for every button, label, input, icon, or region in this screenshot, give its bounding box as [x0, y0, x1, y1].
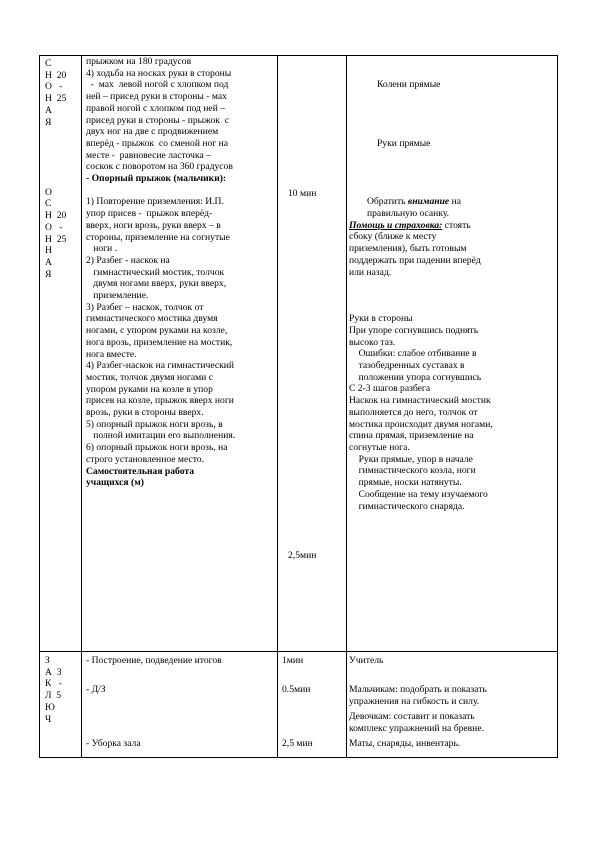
- item-summary: - Построение, подведение итогов: [86, 655, 222, 666]
- note-girls: Девочкам: составит и показать комплекс упражнений на бревне.: [349, 711, 484, 734]
- text-line: ней – присед руки в стороны - мах: [86, 91, 227, 103]
- note-teacher: Учитель: [349, 655, 384, 666]
- text-line: ногами, с упором руками на козле,: [86, 325, 228, 337]
- text-line: выполняется до него, толчок от: [349, 406, 478, 418]
- time-homework: 0.5мин: [282, 684, 311, 695]
- text-line: сбоку (ближе к месту: [349, 231, 437, 243]
- note-attention: Обратить внимание на: [367, 196, 461, 208]
- text-line: Сообщение на тему изучаемого: [349, 488, 488, 500]
- text-line: 2) Разбег - наскок на: [86, 254, 170, 266]
- text-line: Руки прямые, упор в начале: [349, 453, 473, 465]
- text-line: 5) опорный прыжок ноги врозь, в: [86, 418, 223, 430]
- text-line: учащихся (м): [86, 477, 144, 489]
- final-stage-notes-cell: [347, 652, 558, 758]
- time-vault: 10 мин: [288, 188, 317, 199]
- note-knees: Колени прямые: [377, 79, 441, 91]
- text-line: При упоре согнувшись поднять: [349, 324, 479, 336]
- text-line: 6) опорный прыжок ноги врозь, на: [86, 442, 228, 454]
- text-line: стороны, приземление на согнутые: [86, 231, 230, 243]
- final-stage-content-cell: [82, 652, 278, 758]
- text-line: высоко таз.: [349, 336, 396, 348]
- main-stage-row: [40, 56, 558, 652]
- text-line: строго установленное место.: [86, 453, 204, 465]
- main-stage-content-cell: [82, 56, 278, 652]
- text-line: упором руками на козле в упор: [86, 383, 213, 395]
- main-stage-content: [82, 56, 277, 489]
- text-line: или назад.: [349, 266, 392, 278]
- text-line: присев на козле, прыжок вверх ноги: [86, 395, 234, 407]
- main-stage-time-cell: [278, 56, 347, 652]
- text-line: 3) Разбег – наскок, толчок от: [86, 301, 204, 313]
- note-attention-2: правильную осанку.: [367, 207, 450, 219]
- note-arms: Руки прямые: [377, 137, 431, 149]
- text-line: прыжком на 180 градусов: [86, 56, 192, 67]
- text-line: месте - равновесие ласточка –: [86, 149, 211, 161]
- text-line: 1) Повторение приземления: И.П.: [86, 196, 224, 208]
- text-line: С 2-3 шагов разбега: [349, 383, 431, 395]
- text-line: врозь, руки в стороны вверх.: [86, 407, 204, 419]
- text-line: Наскок на гимнастический мостик: [349, 395, 491, 407]
- text-line: согнутые нога.: [349, 442, 410, 453]
- text-line: тазобедренных суставах в: [349, 360, 465, 372]
- text-line: правой ногой с хлопком под ней –: [86, 102, 226, 114]
- text-line: гимнастического козла, ноги: [349, 465, 476, 477]
- item-homework: - Д/З: [86, 684, 106, 695]
- note-boys: Мальчикам: подобрать и показать упражнения на гибкость и силу.: [349, 684, 487, 707]
- text-line: полной имитации его выполнения.: [86, 430, 236, 442]
- main-stage-label-cell: [40, 56, 82, 652]
- note-cleanup: Маты, снаряды, инвентарь.: [349, 738, 461, 749]
- text-line: вперёд - прыжок со сменой ног на: [86, 137, 229, 149]
- text-line: приземление.: [86, 290, 149, 302]
- text-line: гимнастического снаряда.: [349, 500, 465, 512]
- text-line: [86, 185, 275, 197]
- text-line: Ошибки: слабое отбивание в: [349, 348, 477, 360]
- text-line: Руки в стороны: [349, 313, 413, 325]
- text-line: мостика происходит двумя ногами,: [349, 418, 493, 430]
- time-cleanup: 2,5 мин: [282, 738, 313, 749]
- text-line: - Опорный прыжок (мальчики):: [86, 173, 227, 185]
- main-stage-notes-cell: [347, 56, 558, 652]
- text-line: поддержать при падении вперёд: [349, 254, 481, 266]
- text-line: присед руки в стороны - прыжок с: [86, 114, 230, 126]
- final-stage-time-cell: [278, 652, 347, 758]
- note-help-lines: [349, 231, 555, 278]
- item-cleanup: - Уборка зала: [86, 738, 141, 749]
- text-line: двух ног на две с продвижением: [86, 126, 219, 138]
- text-line: гимнастический мостик, толчок: [86, 266, 225, 278]
- text-line: - мах левой ногой с хлопком под: [86, 79, 229, 91]
- text-line: прямые, носки натянуты.: [349, 477, 462, 489]
- text-line: нога вместе.: [86, 348, 137, 360]
- final-stage-label-cell: [40, 652, 82, 758]
- text-line: приземления), быть готовым: [349, 243, 467, 255]
- text-line: нога врозь, приземление на мостик,: [86, 336, 233, 348]
- text-line: 4) Разбег-наскок на гимнастический: [86, 360, 235, 372]
- note-technique-lines: [349, 313, 555, 512]
- text-line: вверх, ноги врозь, руки вверх – в: [86, 219, 221, 231]
- text-line: положении упора согнувшись: [349, 371, 482, 383]
- main-stage-notes: [347, 56, 557, 512]
- text-line: ноги .: [86, 243, 117, 255]
- text-line: соскок с поворотом на 360 градусов: [86, 161, 233, 173]
- text-line: мостик, толчок двумя ногами с: [86, 371, 213, 383]
- main-stage-label: С Н 20 О - Н 25 А Я О С Н 20 О - Н 25 Н А Я: [45, 58, 67, 280]
- note-help: Помощь и страховка: стоять: [349, 219, 471, 231]
- text-line: упор присев - прыжок вперёд-: [86, 208, 213, 220]
- text-line: гимнастического мостика двумя: [86, 313, 218, 325]
- time-summary: 1мин: [282, 655, 304, 666]
- text-line: Самостоятельная работа: [86, 465, 195, 477]
- time-independent: 2,5мин: [288, 550, 317, 561]
- text-line: 4) ходьба на носках руки в стороны: [86, 67, 232, 79]
- final-stage-label: З А 3 К - Л 5 Ю Ч: [45, 655, 62, 725]
- text-line: спина прямая, приземление на: [349, 430, 474, 442]
- text-line: двумя ногами вверх, руки вверх,: [86, 278, 227, 290]
- final-stage-row: [40, 652, 558, 758]
- lesson-plan-table: [39, 55, 558, 758]
